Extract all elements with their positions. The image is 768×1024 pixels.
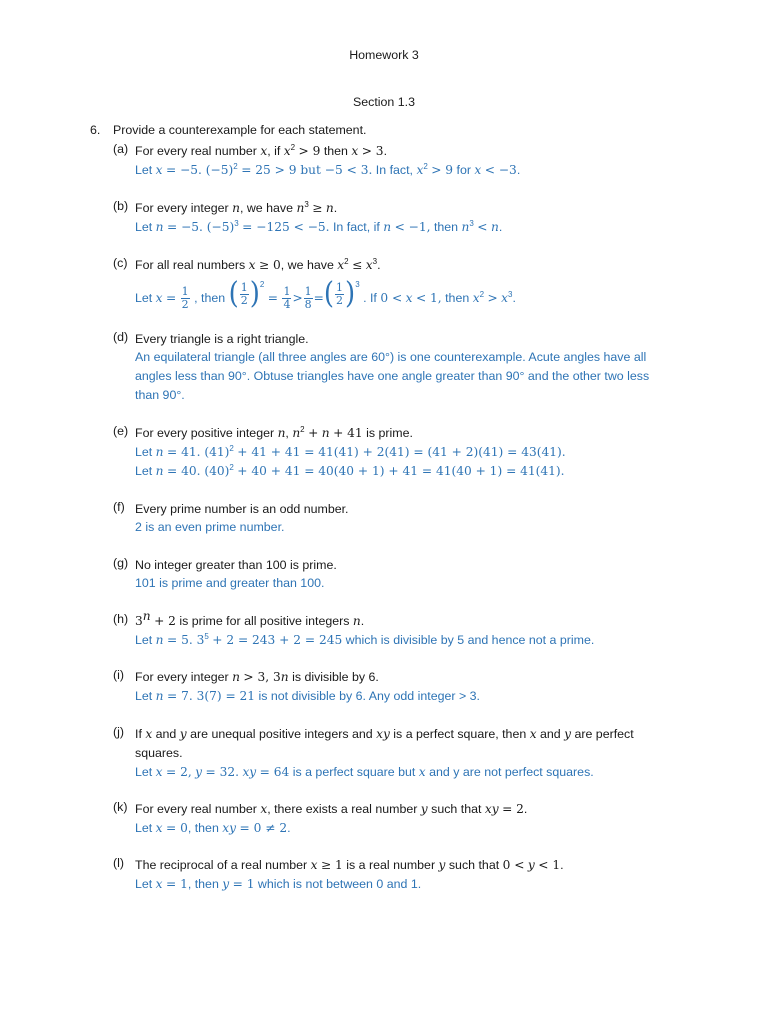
section-heading: Section 1.3: [353, 95, 415, 109]
part-question: 3$^n$ + 2 is prime for all positive integers n.: [135, 609, 365, 628]
part-label: (f): [113, 500, 125, 514]
part-answer: Let x = −5. $(-5)^2 = 25 > 9$ but −5 < 3. In fact, $x^2 > 9$ for x < −3.: [135, 162, 521, 177]
part-question: No integer greater than 100 is prime.: [135, 558, 337, 572]
part-label: (b): [113, 199, 129, 213]
part-answer: Let x = $\frac{1}{2}$ , then ( $\frac{1}{2}$ ) $^2$ = $\frac{1}{4}$ > $\frac{1}{8}$ = ( $\frac{1}{2}$ ) $^3$ . If 0 < x < 1, then $x^2 > x^3$.: [135, 276, 516, 312]
part-label: (h): [113, 612, 129, 626]
part-label: (k): [113, 800, 128, 814]
part-question: For every real number x, if $x^2 > 9$ then x > 3.: [135, 143, 388, 158]
part-answer: Let x = 1, then y = 1 which is not between 0 and 1.: [135, 877, 422, 891]
part-question: For all real numbers x ≥ 0, we have $x^2 \le x^3$.: [135, 257, 381, 272]
part-answer: Let n = 40. $(40)^2 + 40 + 41 = 40(40 + 1) + 41 = 41(40 + 1) = 41(41)$.: [135, 463, 565, 478]
page-title: Homework 3: [349, 48, 419, 62]
part-answer: Let x = 0, then xy = 0 ≠ 2.: [135, 821, 291, 835]
part-question: For every real number x, there exists a real number y such that xy = 2.: [135, 802, 528, 816]
part-question: For every integer n > 3, 3n is divisible by 6.: [135, 670, 379, 684]
part-answer: Let n = −5. $(-5)^3 = -125 < -5$. In fact, if n < −1, then $n^3 < n$.: [135, 219, 503, 234]
part-question: For every integer n, we have $n^3 \ge n$.: [135, 200, 338, 215]
part-question: For every positive integer n, $n^2 + n + 41$ is prime.: [135, 425, 413, 440]
part-question: Every prime number is an odd number.: [135, 502, 349, 516]
part-label: (g): [113, 556, 129, 570]
part-label: (c): [113, 256, 128, 270]
part-label: (e): [113, 424, 129, 438]
part-answer: Let n = 41. $(41)^2 + 41 + 41 = 41(41) + 2(41) = (41 + 2)(41) = 43(41)$.: [135, 444, 566, 459]
part-label: (l): [113, 856, 125, 870]
part-answer: Let n = 7. 3(7) = 21 is not divisible by 6. Any odd integer > 3.: [135, 689, 480, 703]
part-label: (d): [113, 330, 129, 344]
part-answer: Let n = 5. $3^5 + 2 = 243 + 2 = 245$ which is divisible by 5 and hence not a prime.: [135, 632, 595, 647]
part-answer: An equilateral triangle (all three angles are 60°) is one counterexample. Acute angles have all angles less than 90°. Obtuse triangles have one angle greater than 90° and the other two less than 90°.: [135, 350, 650, 402]
part-answer: Let x = 2, y = 32. xy = 64 is a perfect square but x and y are not perfect squares.: [135, 765, 594, 779]
problem-statement: Provide a counterexample for each statement.: [113, 123, 367, 137]
part-label: (a): [113, 142, 129, 156]
part-answer: 2 is an even prime number.: [135, 520, 285, 534]
part-question: The reciprocal of a real number x ≥ 1 is a real number y such that 0 < y < 1.: [135, 858, 564, 872]
part-label: (i): [113, 668, 125, 682]
part-question: Every triangle is a right triangle.: [135, 332, 309, 346]
problem-number: 6.: [90, 123, 101, 137]
part-question: If x and y are unequal positive integers and xy is a perfect square, then x and y are perfect squares.: [135, 727, 634, 760]
part-label: (j): [113, 725, 125, 739]
part-answer: 101 is prime and greater than 100.: [135, 576, 325, 590]
